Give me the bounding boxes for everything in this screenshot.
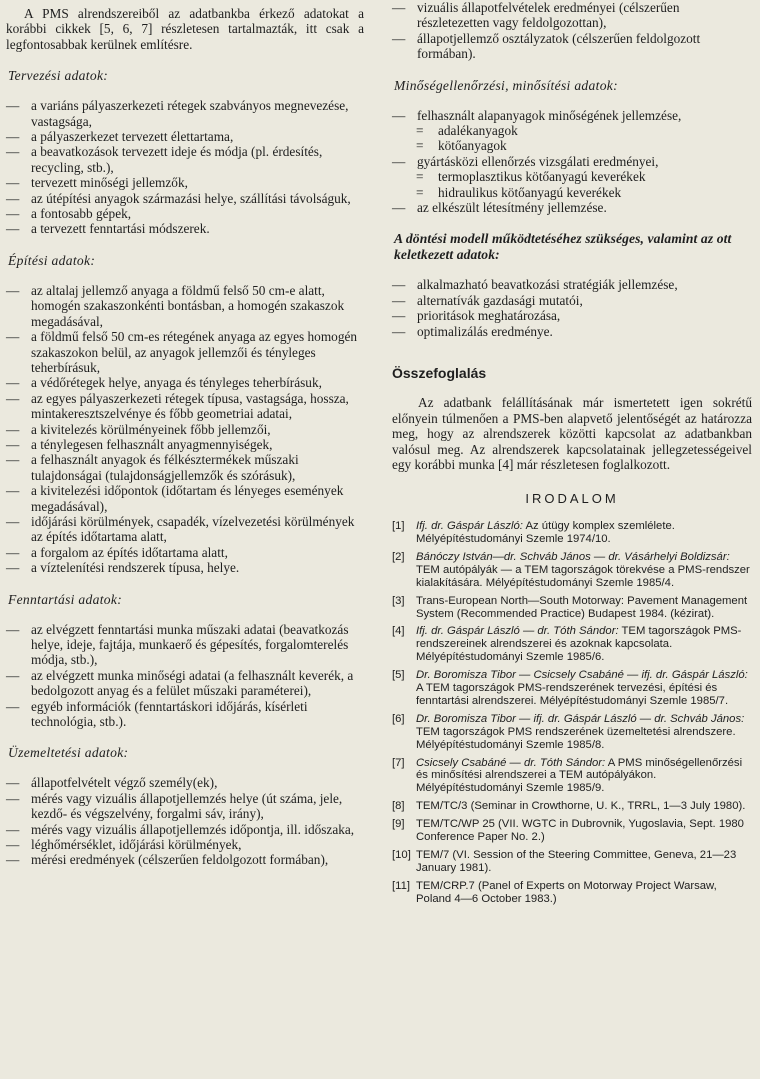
reference-item	[392, 757, 752, 796]
right-column	[392, 0, 752, 911]
sub-list-item: = kötőanyagok	[392, 138, 752, 153]
list-item: — az elkészült létesítmény jellemzése.	[392, 200, 752, 215]
list-item: — állapotjellemző osztályzatok (célszerűen feldolgozott formában).	[392, 31, 752, 62]
list-tervezesi	[6, 98, 364, 237]
list-item: — felhasznált alapanyagok minőségének jellemzése,	[392, 108, 752, 123]
reference-authors: Ifj. dr. Gáspár László — dr. Tóth Sándor:	[416, 625, 619, 638]
list-dontesi-modell	[392, 277, 752, 339]
list-uzemeltetesi	[6, 775, 364, 867]
reference-number: [10]	[392, 849, 411, 861]
reference-text: TEM/7 (VI. Session of the Steering Committee, Geneva, 21—23 January 1981).	[416, 849, 737, 874]
list-uzemeltetesi-cont	[392, 0, 752, 62]
list-item: — mérés vagy vizuális állapotjellemzés helye (út száma, jele, kezdő- és végszelvény, forgalmi sáv, irány),	[6, 791, 364, 822]
reference-item	[392, 849, 752, 875]
heading-fenntartasi: Fenntartási adatok:	[8, 591, 123, 607]
reference-text: A TEM tagországok PMS-rendszerének tervezési, építési és fenntartási alrendszerei. Mélyépítéstudományi Szemle 1985/7.	[416, 682, 729, 707]
reference-text: A PMS minőségellenőrzési és minősítési alrendszerei a TEM autópályákon. Mélyépítéstudományi Szemle 1985/9.	[416, 756, 743, 795]
reference-authors: Csicsely Csabáné — dr. Tóth Sándor:	[416, 756, 606, 769]
reference-item	[392, 800, 752, 813]
list-fenntartasi	[6, 622, 364, 730]
list-item: — optimalizálás eredménye.	[392, 324, 752, 339]
left-column	[6, 6, 364, 868]
list-item: — léghőmérséklet, időjárási körülmények,	[6, 837, 364, 852]
list-item: — vizuális állapotfelvételek eredményei (célszerűen részletezetten vagy feldolgozottan),	[392, 0, 752, 31]
reference-number: [2]	[392, 550, 405, 563]
heading-uzemeltetesi: Üzemeltetési adatok:	[8, 745, 129, 761]
list-item: — gyártásközi ellenőrzés vizsgálati eredményei,	[392, 154, 752, 169]
list-item: — az útépítési anyagok származási helye, szállítási távolságuk,	[6, 191, 364, 206]
reference-number: [4]	[392, 625, 405, 638]
reference-text: Az útügy komplex szemlélete. Mélyépítéstudományi Szemle 1974/10.	[416, 520, 675, 545]
references-heading: IRODALOM	[525, 491, 619, 507]
reference-number: [8]	[392, 800, 405, 813]
list-item: — prioritások meghatározása,	[392, 308, 752, 323]
reference-number: [11]	[392, 879, 411, 892]
list-item: — a kivitelezési időpontok (időtartam és lényeges események megadásával),	[6, 483, 364, 514]
reference-text: TEM/TC/3 (Seminar in Crowthorne, U. K., TRRL, 1—3 July 1980).	[416, 800, 746, 813]
list-item: — egyéb információk (fenntartáskori időjárás, kísérleti technológia, stb.).	[6, 699, 364, 730]
list-item: — a víztelenítési rendszerek típusa, helye.	[6, 560, 364, 575]
sub-list-item: = hidraulikus kötőanyagú keverékek	[392, 185, 752, 200]
sub-list-item: = termoplasztikus kötőanyagú keverékek	[392, 169, 752, 184]
reference-item	[392, 818, 752, 844]
reference-text: TEM tagországok PMS rendszerének üzemeltetési alrendszere. Mélyépítéstudományi Szemle 1985/8.	[416, 725, 736, 751]
list-item: — a beavatkozások tervezett ideje és módja (pl. érdesítés, recycling, stb.),	[6, 144, 364, 175]
reference-item	[392, 669, 752, 708]
heading-minosegellenorzesi: Minőségellenőrzési, minősítési adatok:	[394, 77, 618, 93]
list-item: — a fontosabb gépek,	[6, 206, 364, 221]
list-epitesi	[6, 283, 364, 576]
reference-item	[392, 713, 752, 752]
list-item: — a forgalom az építés időtartama alatt,	[6, 545, 364, 560]
intro-paragraph: A PMS alrendszereiből az adatbankba érkező adatokat a korábbi cikkek [5, 6, 7] részletesen tartalmazták, itt csak a legfontosabbak kerülnek említésre.	[6, 6, 364, 52]
reference-authors: Bánóczy István—dr. Schváb János — dr. Vásárhelyi Boldizsár:	[416, 550, 730, 563]
reference-item	[392, 551, 752, 590]
reference-item	[392, 625, 752, 664]
reference-text: TEM autópályák — a TEM tagországok törekvése a PMS-rendszer kialakítására. Mélyépítéstudományi Szemle 1985/4.	[416, 563, 750, 589]
reference-number: [1]	[392, 520, 405, 533]
reference-item	[392, 880, 752, 906]
list-item: — az egyes pályaszerkezeti rétegek típusa, vastagsága, hossza, mintakeresztszelvénye és főbb geometriai adatai,	[6, 391, 364, 422]
list-item: — a védőrétegek helye, anyaga és tényleges teherbírásuk,	[6, 375, 364, 390]
heading-dontesi-modell: A döntési modell működtetéséhez szükséges, valamint az ott keletkezett adatok:	[394, 231, 732, 263]
reference-text: TEM/CRP.7 (Panel of Experts on Motorway Project Warsaw, Poland 4—6 October 1983.)	[416, 879, 717, 905]
reference-list	[392, 520, 752, 906]
list-item: — alkalmazható beavatkozási stratégiák jellemzése,	[392, 277, 752, 292]
list-item: — az elvégzett fenntartási munka műszaki adatai (beavatkozás helye, ideje, fajtája, munkaerő és gépesítés, forgalomterelés módja, stb.),	[6, 622, 364, 668]
reference-number: [5]	[392, 669, 405, 682]
list-item: — a ténylegesen felhasznált anyagmennyiségek,	[6, 437, 364, 452]
list-item: — tervezett minőségi jellemzők,	[6, 175, 364, 190]
list-item: — a pályaszerkezet tervezett élettartama,	[6, 129, 364, 144]
list-item: — a tervezett fenntartási módszerek.	[6, 221, 364, 236]
reference-number: [3]	[392, 594, 405, 607]
reference-authors: Ifj. dr. Gáspár László:	[416, 520, 523, 533]
reference-number: [9]	[392, 818, 405, 831]
heading-epitesi: Építési adatok:	[8, 252, 96, 268]
list-item: — az altalaj jellemző anyaga a földmű felső 50 cm-e alatt, homogén szakaszonkénti bontásban, a homogén szakaszok megadásával,	[6, 283, 364, 329]
reference-text: TEM/TC/WP 25 (VII. WGTC in Dubrovnik, Yugoslavia, Sept. 1980 Conference Paper No. 2.)	[416, 818, 744, 844]
reference-number: [6]	[392, 712, 405, 725]
reference-text: TEM tagországok PMS-rendszereinek alrendszerei és azoknak kapcsolata. Mélyépítéstudományi Szemle 1985/6.	[416, 625, 742, 664]
list-item: — mérési eredmények (célszerűen feldolgozott formában),	[6, 852, 364, 867]
heading-tervezesi: Tervezési adatok:	[8, 68, 109, 84]
list-item: — mérés vagy vizuális állapotjellemzés időpontja, ill. időszaka,	[6, 822, 364, 837]
section-heading-osszefoglalas: Összefoglalás	[392, 365, 487, 382]
reference-number: [7]	[392, 756, 405, 769]
reference-text: Trans-European North—South Motorway: Pavement Management System (Recommended Practice) Budapest 1984. (kézirat).	[416, 594, 748, 620]
list-item: — alternatívák gazdasági mutatói,	[392, 293, 752, 308]
reference-authors: Dr. Boromisza Tibor — ifj. dr. Gáspár László — dr. Schváb János:	[416, 712, 745, 725]
list-item: — állapotfelvételt végző személy(ek),	[6, 775, 364, 790]
list-item: — az elvégzett munka minőségi adatai (a felhasznált keverék, a bedolgozott anyag és a felület műszaki paraméterei),	[6, 668, 364, 699]
sub-list-item: = adalékanyagok	[392, 123, 752, 138]
list-item: — a földmű felső 50 cm-es rétegének anyaga az egyes homogén szakaszokon belül, az anyagok jellemzői és tényleges teherbírásuk,	[6, 329, 364, 375]
list-minosegellenorzesi	[392, 108, 752, 216]
list-item: — a kivitelezés körülményeinek főbb jellemzői,	[6, 422, 364, 437]
summary-paragraph: Az adatbank felállításának már ismertetett igen sokrétű előnyein túlmenően a PMS-ben alapvető jelentőségét az határozza meg, hogy az alrendszerek közötti kapcsolat az adatbankban valósul meg. Az alrendszerek kapcsolatainak jellegzetességeivel egy korábbi munka [4] már részletesen foglalkozott.	[392, 395, 752, 473]
list-item: — időjárási körülmények, csapadék, vízelvezetési körülmények az építés időtartama alatt,	[6, 514, 364, 545]
reference-item	[392, 595, 752, 621]
list-item: — a variáns pályaszerkezeti rétegek szabványos megnevezése, vastagsága,	[6, 98, 364, 129]
reference-authors: Dr. Boromisza Tibor — Csicsely Csabáné — ifj. dr. Gáspár László:	[416, 669, 748, 682]
reference-item	[392, 520, 752, 546]
list-item: — a felhasznált anyagok és félkésztermékek műszaki tulajdonságai (tulajdonságjellemzők és szórásuk),	[6, 452, 364, 483]
